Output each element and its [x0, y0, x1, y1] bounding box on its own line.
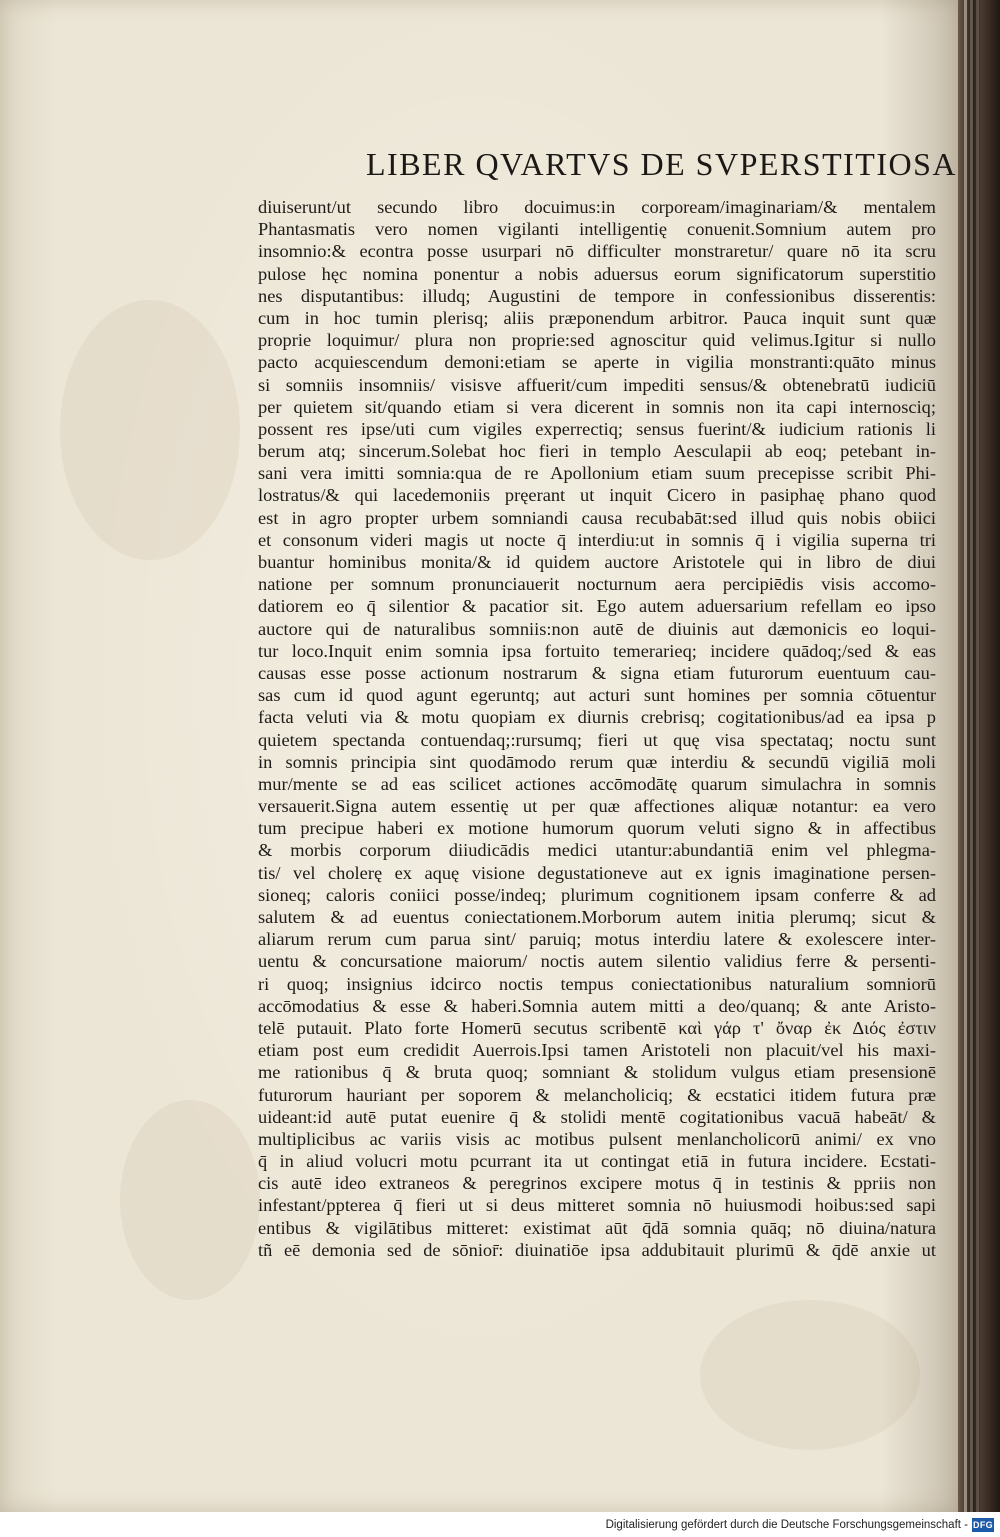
- text-line: natione per somnum pronunciauerit nocturnum aera percipiēdis visis accomo-: [258, 574, 936, 595]
- text-line: datiorem eo q̄ silentior & pacatior sit. Ego autem aduersarium refellam eo ipso: [258, 596, 936, 617]
- text-line: si somniis insomniis/ visisve affuerit/cum impediti sensus/& obtenebratū iudiciū: [258, 374, 936, 395]
- text-line: buantur hominibus monita/& id quidem auctore Aristotele qui in libro de diui: [258, 552, 936, 572]
- text-line: facta veluti via & motu quopiam ex diurnis crebrisq; cogitationibus/ad ea ipsa p: [258, 707, 936, 728]
- page-edge: [970, 0, 973, 1512]
- text-line: cis autē ideo extraneos & peregrinos excipere motus q̄ in testinis & ppriis non: [258, 1173, 936, 1194]
- text-line: pulose hęc nomina ponentur a nobis aduersus eorum significatorum superstitio: [258, 263, 936, 284]
- text-line: causas esse posse actionum nostrarum & signa etiam futurorum euentuum cau-: [258, 662, 936, 683]
- text-line: tum precipue haberi ex motione humorum quorum veluti signo & in affectibus: [258, 818, 936, 839]
- text-line: me rationibus q̄ & bruta quoq; somniant & stolidum vulgus etiam presensionē: [258, 1062, 936, 1083]
- page-edge: [976, 0, 979, 1512]
- text-line: diuiserunt/ut secundo libro docuimus:in corpoream/imaginariam/& mentalem: [258, 197, 936, 217]
- text-line: berum atq; sincerum.Solebat hoc fieri in templo Aesculapii ab eoq; petebant in-: [258, 441, 936, 462]
- text-line: uideant:id autē putat euenire q̄ & stolidi mentē cogitationibus vacuā habeāt/ &: [258, 1106, 936, 1127]
- text-line: proprie loquimur/ plura non proprie:sed agnoscitur quid velimus.Igitur si nullo: [258, 330, 936, 351]
- text-line: versauerit.Signa autem essentię ut per quæ affectiones aliquæ notantur: ea vero: [258, 796, 936, 817]
- body-text-block: [258, 196, 936, 1286]
- text-line: infestant/ppterea q̄ fieri ut si deus mitteret somnia nō huiusmodi hoibus:sed sapi: [258, 1195, 936, 1216]
- text-line: possent res ipse/uti cum vigiles experrectiq; sensus fuerint/& iudicium rationis li: [258, 418, 936, 439]
- text-line: telē putauit. Plato forte Homerū secutus scribentē καὶ γάρ τ' ὄναρ ἐκ Διός ἐστιν: [258, 1017, 936, 1038]
- text-line: tis/ vel cholerę ex aquę visione degustationeve aut ex ignis imaginatione persen-: [258, 862, 936, 883]
- funding-note: Digitalisierung gefördert durch die Deutsche Forschungsgemeinschaft -: [605, 1519, 968, 1531]
- text-line: multiplicibus ac variis visis ac motibus pulsent menlancholicorū animi/ ex vno: [258, 1128, 936, 1149]
- text-line: pacto acquiescendum demoni:etiam se aperte in vigilia monstranti:quāto minus: [258, 352, 936, 373]
- dfg-logo: DFG: [973, 1520, 993, 1530]
- paper-stain: [700, 1300, 920, 1450]
- text-line: Phantasmatis vero nomen vigilanti intelligentię conuenit.Somnium autem pro: [258, 219, 936, 240]
- text-line: et consonum videri magis ut nocte q̄ interdiu:ut in somnis q̄ i vigilia superna tri: [258, 529, 936, 550]
- text-line: futurorum hauriant per soporem & melancholiciq; & ecstatici itidem futura præ: [258, 1084, 936, 1105]
- text-line: in somnis principia sint quodāmodo rerum quæ interdiu & secundū vigiliā moli: [258, 751, 936, 772]
- text-line: quietem spectanda contuendaq;:rursumq; fieri ut quę visa spectataq; noctu sunt: [258, 729, 936, 750]
- text-line: uentu & concursatione maiorum/ noctis autem silentio validius ferre & persenti-: [258, 951, 936, 972]
- paper-stain: [60, 300, 240, 560]
- text-line: lostratus/& qui lacedemoniis pręerant ut inquit Cicero in pasiphaę phano quod: [258, 485, 936, 506]
- text-line: nes disputantibus: illudq; Augustini de tempore in confessionibus disserentis:: [258, 285, 936, 306]
- page-edge: [964, 0, 967, 1512]
- text-line: salutem & ad euentus coniectationem.Morborum autem initia plerumq; sicut &: [258, 907, 936, 927]
- text-line: etiam post eum credidit Auerrois.Ipsi tamen Aristoteli non placuit/vel his maxi-: [258, 1040, 936, 1061]
- running-head: LIBER QVARTVS DE SVPERSTITIOSA: [366, 146, 957, 182]
- text-line: accōmodatius & esse & haberi.Somnia autem mitti a deo/quanq; & ante Aristo-: [258, 995, 936, 1016]
- text-line: tñ eē demonia sed de sōnior̄: diuinatiōe ipsa addubitauit plurimū & q̄dē anxie ut: [258, 1239, 936, 1260]
- text-line: sani vera imitti somnia:qua de re Apollonium etiam suum precepisse scribit Phi-: [258, 463, 936, 484]
- text-line: mur/mente se ad eas scilicet actiones accōmodātę quarum simulachra in somnis: [258, 773, 936, 794]
- text-line: ri quoq; insignius idcirco noctis tempus coniectationibus naturalium somniorū: [258, 973, 936, 994]
- book-gutter: [958, 0, 1000, 1512]
- text-line: insomnio:& econtra posse usurpari nō difficulter monstraretur/ quare nō ita scru: [258, 241, 936, 262]
- paper-stain: [120, 1100, 260, 1300]
- text-line: sas cum id quod agunt egeruntq; aut acturi sunt homines per somnia cōtuentur: [258, 685, 936, 706]
- text-line: tur loco.Inquit enim somnia ipsa fortuito temerarieq; incidere quādoq;/sed & eas: [258, 640, 936, 661]
- text-line: q̄ in aliud volucri motu pcurrant ita ut contingat etiā in futura incidere. Ecstati-: [258, 1151, 936, 1172]
- text-line: sioneq; caloris coniici posse/indeq; plurimum cognitionem ipsam conferre & ad: [258, 884, 936, 905]
- text-line: auctore qui de naturalibus somniis:non autē de diuinis aut dæmonicis eo loqui-: [258, 618, 936, 639]
- text-line: per quietem sit/quando etiam si vera dicerent in somnis non ita capi internosciq;: [258, 396, 936, 417]
- text-line: aliarum rerum cum parua sint/ paruiq; motus interdiu latere & exolescere inter-: [258, 929, 936, 950]
- text-line: entibus & vigilātibus mitteret: existimat aūt q̄dā somnia quāq; nō diuina/natura: [258, 1217, 936, 1238]
- text-line: est in agro propter urbem somniandi causa recubabāt:sed illud quis nobis obiici: [258, 507, 936, 528]
- text-line: & morbis corporum diiudicādis medici utantur:abundantiā enim vel phlegma-: [258, 840, 936, 861]
- text-line: cum in hoc tumin plerisq; aliis præponendum arbitror. Pauca inquit sunt quæ: [258, 307, 936, 328]
